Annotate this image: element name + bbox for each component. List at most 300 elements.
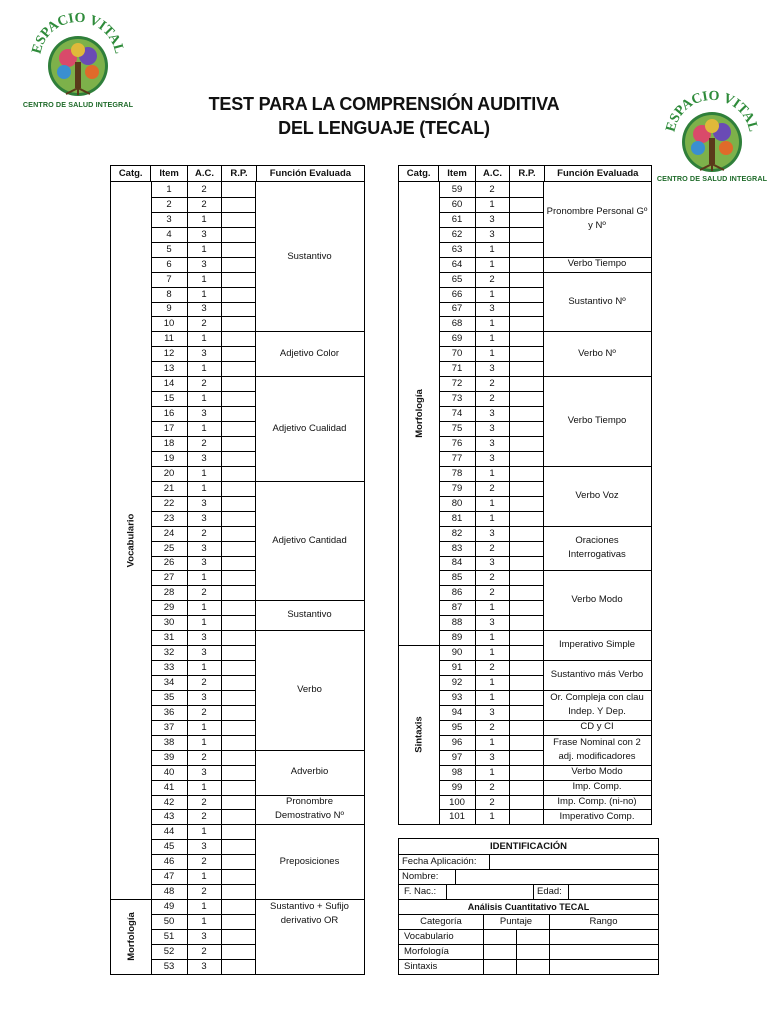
right-rp-cell[interactable] [509, 316, 543, 331]
left-ac-value: 1 [201, 213, 207, 225]
left-ac-value: 2 [201, 527, 207, 539]
left-rp-cell[interactable] [221, 496, 255, 511]
fecha-nacimiento-label: F. Nac.: [404, 886, 437, 897]
right-item-number: 83 [451, 542, 463, 554]
right-ac-value: 1 [489, 632, 495, 644]
left-item-number: 25 [163, 542, 175, 554]
right-ac-value: 1 [489, 766, 495, 778]
right-rp-cell[interactable] [509, 391, 543, 406]
right-ac-value: 3 [489, 527, 495, 539]
left-ac-value: 1 [201, 781, 207, 793]
identification-box [398, 838, 659, 975]
right-rp-cell[interactable] [509, 511, 543, 526]
left-ac-value: 1 [201, 288, 207, 300]
right-function-evaluada: Verbo Modo [571, 594, 623, 606]
analysis-category-label: Sintaxis [404, 961, 438, 972]
right-item-number: 97 [451, 751, 463, 763]
right-rp-cell[interactable] [509, 541, 543, 556]
left-ac-value: 3 [201, 512, 207, 524]
left-item-number: 23 [163, 512, 175, 524]
left-header-item: Item [151, 166, 187, 181]
puntaje-field[interactable] [517, 944, 549, 959]
left-category-label: Morfología [125, 912, 137, 961]
left-item-number: 30 [163, 617, 175, 629]
logo-name-text: ESPACIO VITAL [29, 10, 127, 56]
left-ac-value: 1 [201, 467, 207, 479]
left-header-ac: A.C. [188, 166, 222, 181]
analysis-row [399, 929, 658, 945]
right-item-number: 70 [451, 348, 463, 360]
left-rp-cell[interactable] [221, 287, 255, 302]
left-item-number: 38 [163, 736, 175, 748]
right-ac-value: 2 [489, 572, 495, 584]
right-item-number: 66 [451, 288, 463, 300]
left-item-number: 39 [163, 751, 175, 763]
rango-field[interactable] [550, 959, 657, 974]
left-ac-value: 1 [201, 423, 207, 434]
left-item-number: 46 [163, 856, 175, 868]
right-ac-value: 1 [489, 348, 495, 360]
rango-field[interactable] [550, 944, 657, 959]
right-function-evaluada: Imp. Comp. [572, 781, 622, 793]
left-rp-cell[interactable] [221, 959, 255, 974]
left-ac-value: 1 [201, 916, 207, 928]
right-item-number: 94 [451, 706, 463, 718]
right-ac-value: 1 [489, 736, 495, 748]
left-ac-value: 1 [201, 602, 207, 614]
left-ac-value: 2 [201, 811, 207, 823]
right-ac-value: 3 [489, 363, 495, 375]
left-ac-value: 3 [201, 348, 207, 360]
identification-title: IDENTIFICACIÓN [489, 841, 568, 852]
right-function-evaluada: Verbo Modo [571, 766, 623, 778]
left-function-evaluada: Sustantivo [287, 250, 332, 262]
right-item-number: 96 [451, 736, 463, 748]
left-ac-value: 3 [201, 258, 207, 270]
right-rp-cell[interactable] [509, 212, 543, 227]
title-line-2: DEL LENGUAJE (TECAL) [278, 118, 490, 138]
right-rp-cell[interactable] [509, 750, 543, 765]
right-item-number: 101 [449, 811, 465, 823]
left-rp-cell[interactable] [221, 316, 255, 331]
right-item-number: 95 [451, 721, 463, 733]
right-item-number: 81 [451, 512, 463, 524]
left-ac-value: 1 [201, 736, 207, 748]
left-item-number: 33 [163, 662, 175, 674]
puntaje-field[interactable] [517, 959, 549, 974]
left-ac-value: 2 [201, 318, 207, 330]
left-item-number: 42 [163, 796, 175, 808]
left-ac-value: 2 [201, 437, 207, 449]
left-item-number: 45 [163, 841, 175, 853]
left-rp-cell[interactable] [221, 406, 255, 421]
left-rp-cell[interactable] [221, 272, 255, 287]
right-item-number: 65 [451, 273, 463, 285]
left-rp-cell[interactable] [221, 451, 255, 466]
right-header-catg: Catg. [399, 166, 439, 181]
right-rp-cell[interactable] [509, 451, 543, 466]
nombre-field[interactable] [456, 869, 656, 884]
analysis-category-label: Vocabulario [404, 931, 454, 942]
right-rp-cell[interactable] [509, 272, 543, 287]
left-rp-cell[interactable] [221, 720, 255, 735]
right-ac-value: 1 [489, 467, 495, 479]
right-rp-cell[interactable] [509, 227, 543, 242]
right-ac-value: 1 [489, 288, 495, 300]
left-item-number: 29 [163, 602, 175, 614]
right-function-evaluada: Pronombre Personal Gº y Nº [546, 206, 648, 232]
left-ac-value: 2 [201, 587, 207, 599]
right-ac-value: 1 [489, 512, 495, 524]
left-ac-value: 1 [201, 273, 207, 285]
left-ac-value: 1 [201, 871, 207, 883]
right-ac-value: 1 [489, 647, 495, 659]
left-header-func: Función Evaluada [269, 168, 352, 179]
left-item-number: 12 [163, 348, 175, 360]
left-rp-cell[interactable] [221, 630, 255, 645]
right-rp-cell[interactable] [509, 197, 543, 212]
left-rp-cell[interactable] [221, 750, 255, 765]
right-item-number: 67 [451, 303, 463, 315]
right-ac-value: 3 [489, 437, 495, 449]
right-header-rp: R.P. [510, 166, 544, 181]
left-rp-cell[interactable] [221, 884, 255, 899]
right-rp-cell[interactable] [509, 257, 543, 272]
left-item-number: 7 [166, 273, 172, 285]
right-item-number: 84 [451, 557, 463, 569]
right-rp-cell[interactable] [509, 660, 543, 675]
left-item-number: 18 [163, 437, 175, 449]
right-rp-cell[interactable] [509, 302, 543, 317]
right-rp-cell[interactable] [509, 570, 543, 585]
right-header-row [399, 166, 651, 182]
left-rp-cell[interactable] [221, 824, 255, 839]
right-rp-cell[interactable] [509, 630, 543, 645]
right-item-number: 73 [451, 393, 463, 405]
left-item-number: 35 [163, 691, 175, 703]
right-header-item: Item [439, 166, 475, 181]
left-ac-value: 1 [201, 617, 207, 629]
nombre-label: Nombre: [402, 871, 439, 882]
fecha-nacimiento-field[interactable] [447, 884, 533, 899]
left-rp-cell[interactable] [221, 690, 255, 705]
right-rp-cell[interactable] [509, 406, 543, 421]
left-function-evaluada: Adjetivo Cantidad [272, 534, 347, 546]
right-rp-cell[interactable] [509, 376, 543, 391]
right-ac-value: 1 [489, 258, 495, 270]
left-rp-cell[interactable] [221, 212, 255, 227]
left-ac-value: 3 [201, 960, 207, 972]
left-evaluation-table [110, 165, 365, 975]
left-function-evaluada: Adverbio [290, 766, 329, 778]
right-rp-cell[interactable] [509, 645, 543, 660]
left-item-number: 32 [163, 647, 175, 659]
left-rp-cell[interactable] [221, 436, 255, 451]
right-ac-value: 1 [489, 318, 495, 330]
logo-subtitle: CENTRO DE SALUD INTEGRAL [656, 174, 768, 183]
right-item-number: 68 [451, 318, 463, 330]
left-ac-value: 1 [201, 901, 207, 913]
left-rp-cell[interactable] [221, 705, 255, 720]
right-rp-cell[interactable] [509, 361, 543, 376]
rango-field[interactable] [550, 929, 657, 944]
left-item-number: 31 [163, 632, 175, 644]
left-rp-cell[interactable] [221, 615, 255, 630]
right-rp-cell[interactable] [509, 735, 543, 750]
analysis-category-label: Morfología [404, 946, 449, 957]
left-ac-value: 3 [201, 408, 207, 420]
fecha-aplicacion-field[interactable] [490, 854, 658, 869]
left-function-evaluada: Verbo [297, 683, 322, 695]
right-ac-value: 1 [489, 602, 495, 614]
left-ac-value: 1 [201, 826, 207, 838]
left-rp-cell[interactable] [221, 421, 255, 436]
left-rp-cell[interactable] [221, 675, 255, 690]
right-function-evaluada: Frase Nominal con 2 adj. modificadores [553, 736, 641, 762]
left-item-number: 16 [163, 408, 175, 420]
right-ac-value: 2 [489, 482, 495, 494]
right-function-evaluada: CD y CI [580, 721, 614, 733]
right-item-number: 76 [451, 437, 463, 449]
right-rp-cell[interactable] [509, 615, 543, 630]
left-rp-cell[interactable] [221, 899, 255, 914]
right-ac-value: 1 [489, 676, 495, 688]
left-item-number: 8 [166, 288, 172, 300]
left-rp-cell[interactable] [221, 929, 255, 944]
right-ac-value: 3 [489, 452, 495, 464]
right-ac-value: 2 [489, 781, 495, 793]
left-rp-cell[interactable] [221, 481, 255, 496]
puntaje-field[interactable] [484, 959, 516, 974]
right-rp-cell[interactable] [509, 600, 543, 615]
col-puntaje-header: Puntaje [499, 916, 533, 927]
right-category-label: Morfología [413, 389, 425, 438]
right-rp-cell[interactable] [509, 526, 543, 541]
left-item-number: 36 [163, 706, 175, 718]
right-function-evaluada: Verbo Nº [578, 347, 616, 359]
right-rp-cell[interactable] [509, 421, 543, 436]
right-item-number: 72 [451, 378, 463, 390]
right-rp-cell[interactable] [509, 795, 543, 810]
left-ac-value: 2 [201, 796, 207, 808]
right-rp-cell[interactable] [509, 690, 543, 705]
left-rp-cell[interactable] [221, 645, 255, 660]
left-rp-cell[interactable] [221, 600, 255, 615]
right-item-number: 61 [451, 213, 463, 225]
right-rp-cell[interactable] [509, 242, 543, 257]
left-rp-cell[interactable] [221, 302, 255, 317]
page-title [170, 92, 598, 140]
left-item-number: 4 [166, 228, 172, 240]
analysis-row [399, 959, 658, 974]
left-ac-value: 1 [201, 393, 207, 405]
left-item-number: 27 [163, 572, 175, 584]
right-header-func: Función Evaluada [557, 168, 639, 179]
left-rp-cell[interactable] [221, 570, 255, 585]
left-item-number: 2 [166, 198, 172, 210]
left-ac-value: 3 [201, 632, 207, 644]
left-ac-value: 3 [201, 557, 207, 569]
right-item-number: 74 [451, 408, 463, 420]
left-rp-cell[interactable] [221, 854, 255, 869]
right-ac-value: 1 [489, 691, 495, 703]
puntaje-field[interactable] [484, 929, 516, 944]
right-ac-value: 2 [489, 662, 495, 674]
right-rp-cell[interactable] [509, 287, 543, 302]
left-rp-cell[interactable] [221, 869, 255, 884]
left-item-number: 9 [166, 303, 172, 315]
left-ac-value: 1 [201, 721, 207, 733]
right-function-evaluada: Verbo Tiempo [567, 415, 627, 427]
right-item-number: 86 [451, 587, 463, 599]
right-rp-cell[interactable] [509, 556, 543, 571]
left-rp-cell[interactable] [221, 511, 255, 526]
left-item-number: 51 [163, 930, 175, 942]
fecha-aplicacion-label: Fecha Aplicación: [402, 856, 477, 867]
left-item-number: 37 [163, 721, 175, 733]
left-rp-cell[interactable] [221, 331, 255, 346]
right-item-number: 92 [451, 676, 463, 688]
right-item-number: 69 [451, 333, 463, 345]
left-rp-cell[interactable] [221, 197, 255, 212]
right-ac-value: 3 [489, 213, 495, 225]
left-rp-cell[interactable] [221, 346, 255, 361]
right-rp-cell[interactable] [509, 466, 543, 481]
right-ac-value: 2 [489, 587, 495, 599]
right-ac-value: 3 [489, 751, 495, 763]
left-rp-cell[interactable] [221, 735, 255, 750]
right-function-evaluada: Sustantivo más Verbo [550, 669, 644, 681]
right-ac-value: 1 [489, 497, 495, 509]
left-rp-cell[interactable] [221, 944, 255, 959]
left-item-number: 44 [163, 826, 175, 838]
left-ac-value: 2 [201, 198, 207, 210]
right-ac-value: 1 [489, 333, 495, 345]
left-ac-value: 3 [201, 647, 207, 659]
left-ac-value: 1 [201, 482, 207, 494]
right-ac-value: 2 [489, 378, 495, 390]
right-rp-cell[interactable] [509, 780, 543, 795]
right-ac-value: 3 [489, 706, 495, 718]
left-rp-cell[interactable] [221, 660, 255, 675]
left-item-number: 41 [163, 781, 175, 793]
right-ac-value: 2 [489, 542, 495, 554]
puntaje-field[interactable] [484, 944, 516, 959]
left-rp-cell[interactable] [221, 376, 255, 391]
left-ac-value: 2 [201, 378, 207, 390]
left-ac-value: 3 [201, 542, 207, 554]
edad-field[interactable] [569, 884, 657, 899]
right-item-number: 90 [451, 647, 463, 659]
left-rp-cell[interactable] [221, 257, 255, 272]
left-rp-cell[interactable] [221, 839, 255, 854]
left-function-evaluada: Preposiciones [279, 855, 340, 867]
right-rp-cell[interactable] [509, 585, 543, 600]
right-rp-cell[interactable] [509, 331, 543, 346]
left-ac-value: 1 [201, 363, 207, 375]
left-item-number: 1 [166, 183, 172, 195]
left-ac-value: 1 [201, 243, 207, 255]
left-rp-cell[interactable] [221, 361, 255, 376]
right-rp-cell[interactable] [509, 765, 543, 780]
right-item-number: 75 [451, 423, 463, 434]
left-ac-value: 2 [201, 676, 207, 688]
left-item-number: 19 [163, 452, 175, 464]
right-rp-cell[interactable] [509, 720, 543, 735]
right-item-number: 91 [451, 662, 463, 674]
left-rp-cell[interactable] [221, 585, 255, 600]
puntaje-field[interactable] [517, 929, 549, 944]
left-rp-cell[interactable] [221, 556, 255, 571]
right-rp-cell[interactable] [509, 675, 543, 690]
left-rp-cell[interactable] [221, 914, 255, 929]
left-rp-cell[interactable] [221, 780, 255, 795]
right-function-evaluada: Verbo Tiempo [567, 258, 627, 270]
left-function-evaluada: Pronombre Demostrativo Nº [275, 796, 344, 822]
left-rp-cell[interactable] [221, 182, 255, 197]
right-item-number: 99 [451, 781, 463, 793]
left-ac-value: 3 [201, 303, 207, 315]
right-category-label: Sintaxis [413, 716, 425, 753]
left-item-number: 21 [163, 482, 175, 494]
right-rp-cell[interactable] [509, 346, 543, 361]
left-ac-value: 2 [201, 183, 207, 195]
left-rp-cell[interactable] [221, 809, 255, 824]
right-item-number: 62 [451, 228, 463, 240]
right-item-number: 100 [449, 796, 465, 808]
title-line-1: TEST PARA LA COMPRENSIÓN AUDITIVA [208, 94, 560, 114]
right-item-number: 79 [451, 482, 463, 494]
left-rp-cell[interactable] [221, 391, 255, 406]
espacio-vital-logo-secondary [656, 84, 768, 183]
col-rango-header: Rango [589, 916, 618, 927]
left-rp-cell[interactable] [221, 242, 255, 257]
right-function-evaluada: Imperativo Comp. [559, 810, 635, 822]
left-item-number: 43 [163, 811, 175, 823]
left-header-row [111, 166, 364, 182]
tree-of-life-icon [660, 84, 764, 174]
logo-name-text: ESPACIO VITAL [663, 88, 761, 134]
right-evaluation-table [398, 165, 652, 825]
right-rp-cell[interactable] [509, 705, 543, 720]
right-ac-value: 3 [489, 557, 495, 569]
left-rp-cell[interactable] [221, 795, 255, 810]
right-function-evaluada: Or. Compleja con clau Indep. Y Dep. [550, 691, 644, 717]
left-rp-cell[interactable] [221, 526, 255, 541]
right-ac-value: 3 [489, 617, 495, 629]
right-rp-cell[interactable] [509, 809, 543, 824]
right-item-number: 82 [451, 527, 463, 539]
left-function-evaluada: Sustantivo + Sufijo derivativo OR [270, 901, 349, 927]
left-rp-cell[interactable] [221, 227, 255, 242]
left-ac-value: 1 [201, 662, 207, 674]
right-rp-cell[interactable] [509, 436, 543, 451]
left-ac-value: 3 [201, 497, 207, 509]
left-item-number: 40 [163, 766, 175, 778]
left-item-number: 17 [163, 423, 175, 434]
left-rp-cell[interactable] [221, 541, 255, 556]
right-item-number: 71 [451, 363, 463, 375]
left-header-rp: R.P. [222, 166, 256, 181]
right-rp-cell[interactable] [509, 496, 543, 511]
left-ac-value: 3 [201, 691, 207, 703]
right-rp-cell[interactable] [509, 182, 543, 197]
left-rp-cell[interactable] [221, 466, 255, 481]
left-ac-value: 1 [201, 572, 207, 584]
left-rp-cell[interactable] [221, 765, 255, 780]
right-rp-cell[interactable] [509, 481, 543, 496]
right-ac-value: 3 [489, 228, 495, 240]
